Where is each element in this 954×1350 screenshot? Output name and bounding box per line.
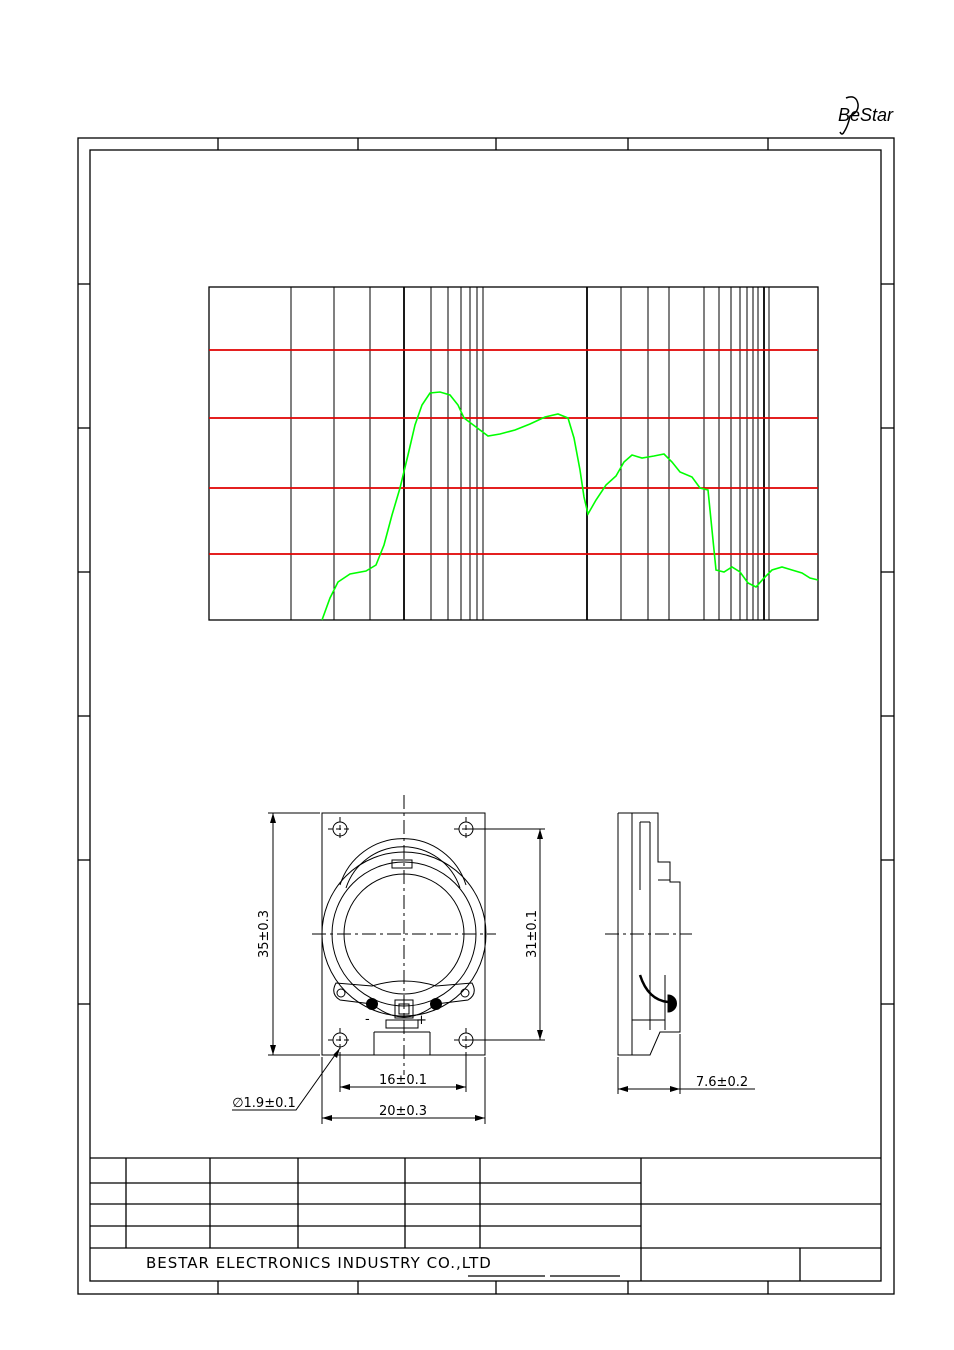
dim-hole-diameter: ∅1.9±0.1 <box>232 1096 296 1111</box>
side-view <box>605 813 692 1055</box>
response-curve <box>322 392 818 620</box>
dim-width: 20±0.3 <box>378 1104 428 1119</box>
chart-vertical-gridlines <box>291 287 769 620</box>
bestar-logo <box>838 97 894 134</box>
terminal-pad-right <box>431 999 442 1010</box>
polarity-minus: - <box>365 1012 370 1027</box>
company-name: BESTAR ELECTRONICS INDUSTRY CO.,LTD <box>146 1254 492 1272</box>
dim-hole-spacing-horizontal: 16±0.1 <box>378 1073 428 1088</box>
dim-hole-spacing-vertical: 31±0.1 <box>525 909 540 959</box>
sheet-border <box>78 138 894 1294</box>
polarity-plus: + <box>416 1013 427 1028</box>
chart-horizontal-gridlines <box>209 350 818 554</box>
logo-text: BeStar <box>838 105 894 125</box>
dim-depth: 7.6±0.2 <box>695 1075 749 1090</box>
front-view <box>312 795 496 1075</box>
terminal-pad-left <box>367 999 378 1010</box>
dim-height: 35±0.3 <box>257 909 272 959</box>
frequency-response-chart <box>209 287 818 620</box>
